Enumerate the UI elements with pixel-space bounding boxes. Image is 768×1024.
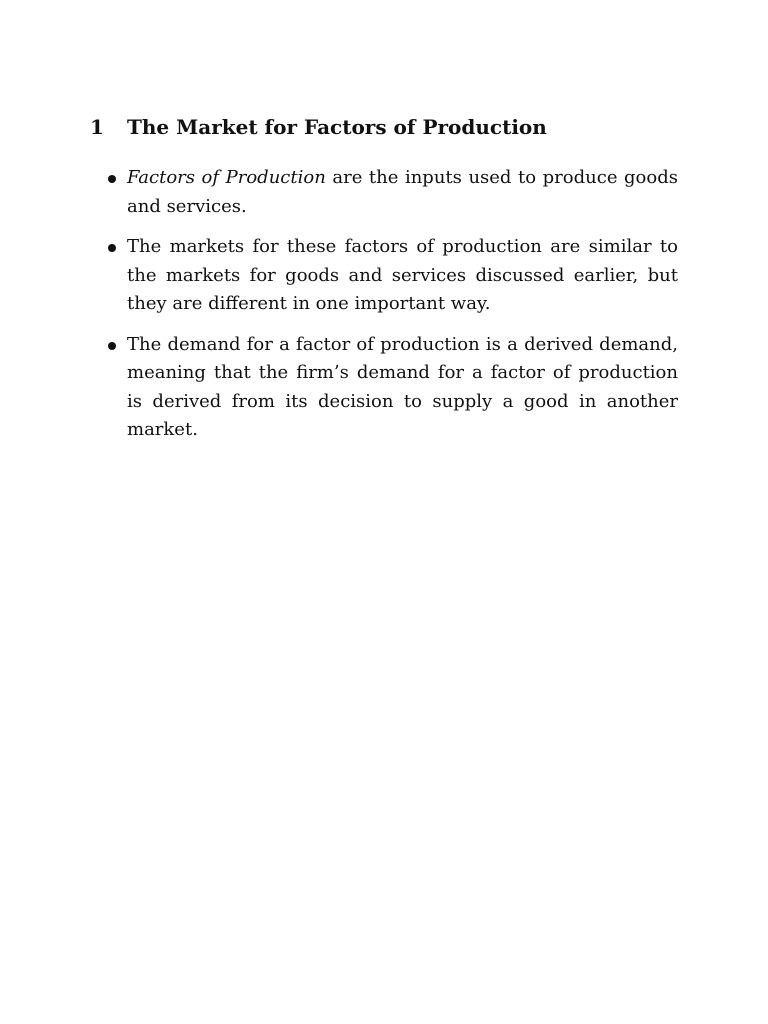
- bullet-dot-icon: [108, 175, 116, 183]
- bullet-dot-icon: [108, 244, 116, 252]
- bullet-text: The markets for these factors of production are similar to the markets for goods and services discussed earlier, but they are different in one important way.: [127, 236, 678, 314]
- bullet-item-markets-comparison: [106, 233, 678, 319]
- bullet-text-remainder: are the inputs used to produce goods and services.: [127, 167, 678, 217]
- section-number: 1: [90, 115, 104, 139]
- bullet-list: [106, 164, 678, 457]
- section-heading: [90, 114, 690, 140]
- bullet-text: The demand for a factor of production is a derived demand, meaning that the firm’s demand for a factor of production is derived from its decision to supply a good in another market.: [127, 333, 678, 440]
- section-title: The Market for Factors of Production: [127, 115, 547, 139]
- bullet-item-factors-definition: [106, 164, 678, 221]
- emphasized-term: Factors of Production: [127, 167, 326, 188]
- bullet-item-derived-demand: [106, 331, 678, 445]
- bullet-text: [127, 167, 678, 217]
- bullet-dot-icon: [108, 342, 116, 350]
